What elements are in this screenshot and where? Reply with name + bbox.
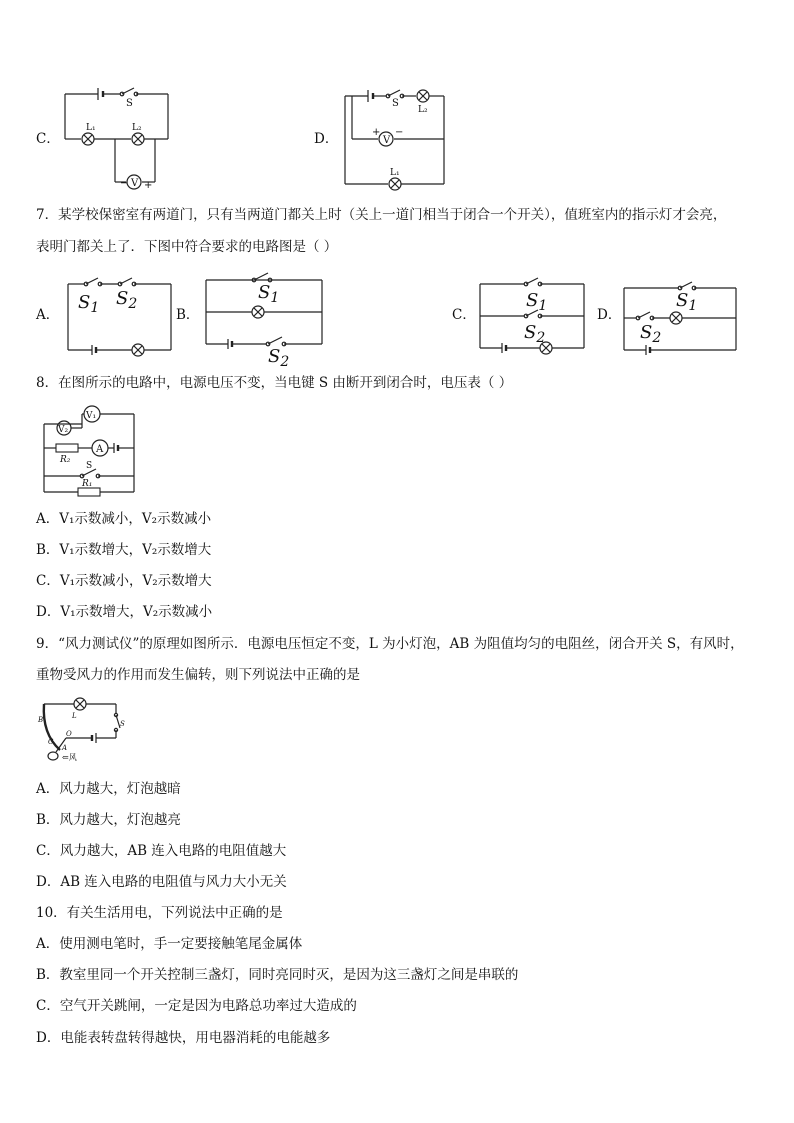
q7-d-s2-letter: S	[640, 322, 653, 343]
q7-a-s1-sub: 1	[90, 300, 100, 316]
q9-option-b: B．风力越大，灯泡越亮	[36, 812, 181, 828]
svg-text:S1	[258, 282, 279, 306]
q7-b-s1-sub: 1	[270, 290, 280, 306]
q7-d-s2-sub: 2	[652, 330, 662, 346]
q7-c-s2-letter: S	[524, 322, 537, 343]
q7-c-s2-sub: 2	[536, 330, 546, 346]
q8-switch-label: S	[86, 461, 93, 471]
q7-b-s1-letter: S	[258, 282, 271, 303]
q8-stem: 8．在图所示的电路中，电源电压不变，当电键 S 由断开到闭合时，电压表（ ）	[36, 375, 513, 391]
q6-c-l2-label: L₂	[132, 123, 142, 133]
svg-text:S2	[116, 288, 137, 312]
svg-text:S2	[640, 322, 661, 346]
q7-c-s1-letter: S	[526, 290, 539, 311]
q7-a-s1-letter: S	[78, 292, 91, 313]
q7-stem-line-2: 表明门都关上了．下图中符合要求的电路图是（ ）	[36, 239, 338, 255]
q10-option-a: A．使用测电笔时，手一定要接触笔尾金属体	[36, 936, 303, 952]
q9-s-label: S	[120, 720, 125, 728]
q9-b-label: B	[38, 716, 44, 724]
q7-b-s2-letter: S	[268, 346, 281, 367]
q9-wind-label: ⇐风	[62, 753, 77, 762]
q7-b-s2-sub: 2	[280, 354, 290, 370]
q9-o-label: O	[66, 730, 72, 738]
q6-d-minus-label: −	[395, 127, 404, 138]
q8-option-c	[36, 572, 212, 590]
q8-option-a	[36, 510, 211, 528]
q9-l-label: L	[72, 712, 77, 720]
svg-text:S1	[676, 290, 697, 314]
q6-d-switch-label: S	[392, 98, 399, 109]
svg-text:S1	[78, 292, 99, 316]
q9-option-c: C．风力越大，AB 连入电路的电阻值越大	[36, 843, 287, 859]
q7-circuit-d	[622, 284, 740, 358]
q8-option-b	[36, 541, 211, 559]
svg-text:S2	[268, 346, 289, 370]
q9-stem-line-2: 重物受风力的作用而发生偏转，则下列说法中正确的是	[36, 667, 360, 683]
q6-d-l2-label: L₂	[418, 105, 428, 115]
q6-c-voltmeter-label: V	[131, 178, 139, 189]
q6-c-plus-label: +	[144, 180, 153, 191]
q8-option-a-text: V₁示数减小，V₂示数减小	[59, 511, 212, 527]
q8-option-d	[36, 603, 212, 621]
q8-r2-label: R₂	[60, 455, 71, 465]
q10-option-c: C．空气开关跳闸，一定是因为电路总功率过大造成的	[36, 998, 357, 1014]
q7-b-s1-switch	[250, 272, 280, 284]
q7-d-s1-sub: 1	[688, 298, 698, 314]
q9-stem-line-1: 9．“风力测试仪”的原理如图所示．电源电压恒定不变，L 为小灯泡，AB 为阻值均匀的电阻丝，闭合开关 S，有风时，	[36, 636, 744, 652]
q8-ammeter-label: A	[96, 444, 104, 455]
q8-option-b-text: V₁示数增大，V₂示数增大	[59, 542, 212, 558]
q7-a-s2-sub: 2	[128, 296, 138, 312]
q7-d-s1-letter: S	[676, 290, 689, 311]
q8-option-c-text: V₁示数减小，V₂示数增大	[59, 573, 212, 589]
q8-v1-label: V₁	[86, 411, 97, 421]
q7-circuit-b	[202, 276, 326, 370]
q8-r1-label: R₁	[82, 479, 93, 489]
q8-option-a-letter: A．	[36, 511, 60, 527]
q6-c-minus-label: −	[120, 178, 129, 189]
q6-circuit-c	[60, 84, 172, 192]
q8-option-c-letter: C．	[36, 573, 60, 589]
q9-option-d: D．AB 连入电路的电阻值与风力大小无关	[36, 874, 287, 890]
q6-c-l1-label: L₁	[86, 123, 96, 133]
q7-option-b-label: B．	[176, 307, 200, 323]
q6-d-l1-label: L₁	[390, 168, 400, 178]
q8-option-d-letter: D．	[36, 604, 61, 620]
q7-circuit-c	[478, 280, 588, 358]
q7-option-c-label: C．	[452, 307, 476, 323]
q8-circuit	[42, 404, 138, 496]
q6-d-voltmeter-label: V	[383, 135, 391, 146]
svg-text:S2	[524, 322, 545, 346]
q6-c-switch-label: S	[126, 98, 133, 109]
q7-stem-line-1: 7．某学校保密室有两道门，只有当两道门都关上时（关上一道门相当于闭合一个开关），值班室内的指示灯才会亮，	[36, 207, 727, 223]
q6-option-c-label: C．	[36, 131, 60, 147]
q10-option-b: B．教室里同一个开关控制三盏灯，同时亮同时灭，是因为这三盏灯之间是串联的	[36, 967, 519, 983]
q9-a-label: A	[62, 744, 68, 752]
q10-stem: 10．有关生活用电，下列说法中正确的是	[36, 905, 283, 921]
q7-a-s2-letter: S	[116, 288, 129, 309]
q8-option-d-text: V₁示数增大，V₂示数减小	[60, 604, 213, 620]
q10-option-d: D．电能表转盘转得越快，用电器消耗的电能越多	[36, 1030, 331, 1046]
q8-v2-label: V₂	[58, 425, 69, 435]
q7-c-s1-sub: 1	[538, 298, 548, 314]
q7-option-a-label: A．	[36, 307, 60, 323]
q9-wind-tester-diagram	[36, 696, 134, 764]
q6-option-d-label: D．	[314, 131, 339, 147]
svg-text:S1	[526, 290, 547, 314]
q7-option-d-label: D．	[597, 307, 622, 323]
q6-circuit-d	[340, 84, 452, 190]
q7-circuit-a	[66, 276, 174, 356]
q6-d-plus-label: +	[372, 127, 381, 138]
q8-option-b-letter: B．	[36, 542, 60, 558]
q9-c-label: C	[48, 738, 54, 746]
q9-option-a: A．风力越大，灯泡越暗	[36, 781, 181, 797]
